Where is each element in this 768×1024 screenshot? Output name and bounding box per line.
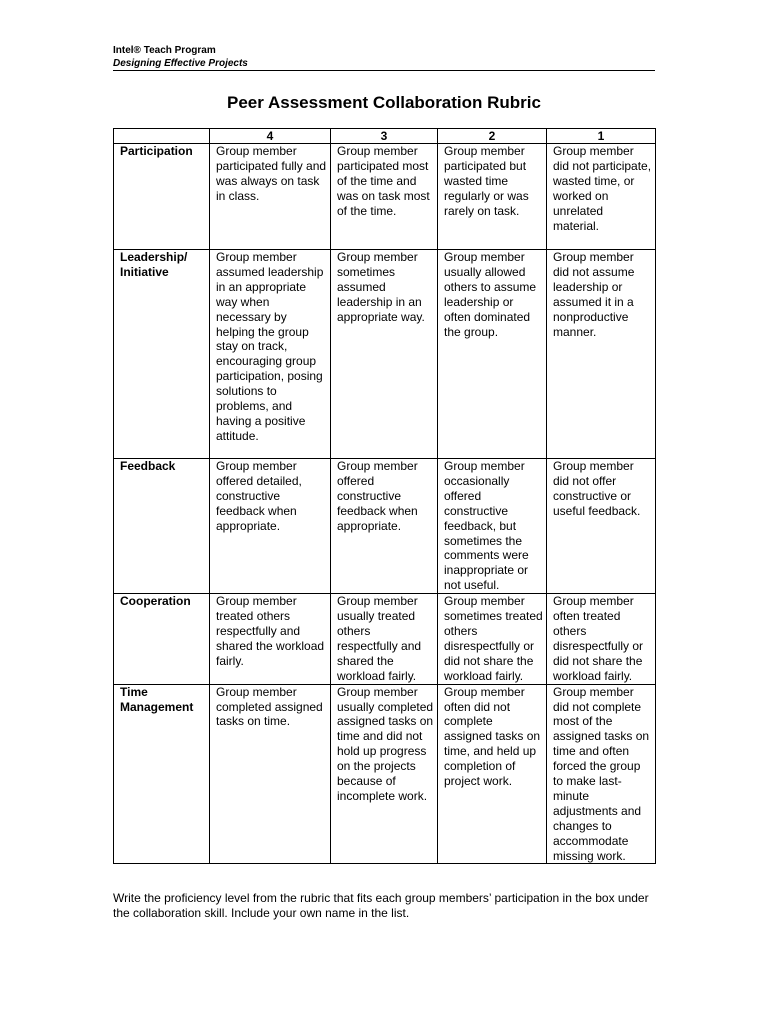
rubric-cell: Group member did not offer constructive or useful feedback.: [547, 459, 656, 594]
criterion-cooperation: Cooperation: [114, 594, 210, 684]
rubric-row-participation: [114, 144, 656, 250]
rubric-cell: Group member did not complete most of the assigned tasks on time and often forced the group to make last-minute adjustments and changes to accommodate missing work.: [547, 684, 656, 864]
header-course: Designing Effective Projects: [113, 58, 248, 69]
rubric-cell: Group member completed assigned tasks on time.: [210, 684, 331, 864]
rubric-cell: Group member usually treated others respectfully and shared the workload fairly.: [331, 594, 438, 684]
rubric-cell: Group member assumed leadership in an appropriate way when necessary by helping the group stay on track, encouraging group participation, posing solutions to problems, and having a positive attitude.: [210, 250, 331, 459]
rubric-row-feedback: [114, 459, 656, 594]
document-title: Peer Assessment Collaboration Rubric: [227, 93, 541, 112]
rubric-header-row: [114, 129, 656, 144]
criterion-feedback: Feedback: [114, 459, 210, 594]
rubric-table: [113, 128, 656, 864]
rubric-cell: Group member usually completed assigned tasks on time and did not hold up progress on the projects because of incomplete work.: [331, 684, 438, 864]
rubric-cell: Group member treated others respectfully and shared the workload fairly.: [210, 594, 331, 684]
rubric-cell: Group member did not assume leadership or assumed it in a nonproductive manner.: [547, 250, 656, 459]
criterion-leadership-initiative: Leadership/ Initiative: [114, 250, 210, 459]
rubric-cell: Group member participated but wasted time regularly or was rarely on task.: [438, 144, 547, 250]
rubric-cell: Group member did not participate, wasted time, or worked on unrelated material.: [547, 144, 656, 250]
page-header: [113, 44, 655, 71]
rubric-cell: Group member occasionally offered constructive feedback, but sometimes the comments were inappropriate or not useful.: [438, 459, 547, 594]
rubric-cell: Group member often treated others disrespectfully or did not share the workload fairly.: [547, 594, 656, 684]
rubric-level-3-header: 3: [331, 129, 438, 144]
rubric-cell: Group member sometimes assumed leadership in an appropriate way.: [331, 250, 438, 459]
criterion-participation: Participation: [114, 144, 210, 250]
rubric-cell: Group member offered detailed, constructive feedback when appropriate.: [210, 459, 331, 594]
criterion-time-management: Time Management: [114, 684, 210, 864]
rubric-row-leadership: [114, 250, 656, 459]
rubric-cell: Group member offered constructive feedback when appropriate.: [331, 459, 438, 594]
header-program: Intel® Teach Program: [113, 45, 216, 56]
rubric-row-cooperation: [114, 594, 656, 684]
rubric-level-1-header: 1: [547, 129, 656, 144]
rubric-level-4-header: 4: [210, 129, 331, 144]
rubric-cell: Group member often did not complete assigned tasks on time, and held up completion of project work.: [438, 684, 547, 864]
instructions-text: Write the proficiency level from the rubric that fits each group members’ participation in the box under the collaboration skill. Include your own name in the list.: [113, 891, 649, 920]
rubric-corner-cell: [114, 129, 210, 144]
header-rule: [113, 44, 655, 71]
rubric-row-time-management: [114, 684, 656, 864]
rubric-cell: Group member usually allowed others to assume leadership or often dominated the group.: [438, 250, 547, 459]
rubric-cell: Group member participated most of the time and was on task most of the time.: [331, 144, 438, 250]
rubric-cell: Group member participated fully and was always on task in class.: [210, 144, 331, 250]
rubric-level-2-header: 2: [438, 129, 547, 144]
rubric-cell: Group member sometimes treated others disrespectfully or did not share the workload fairly.: [438, 594, 547, 684]
